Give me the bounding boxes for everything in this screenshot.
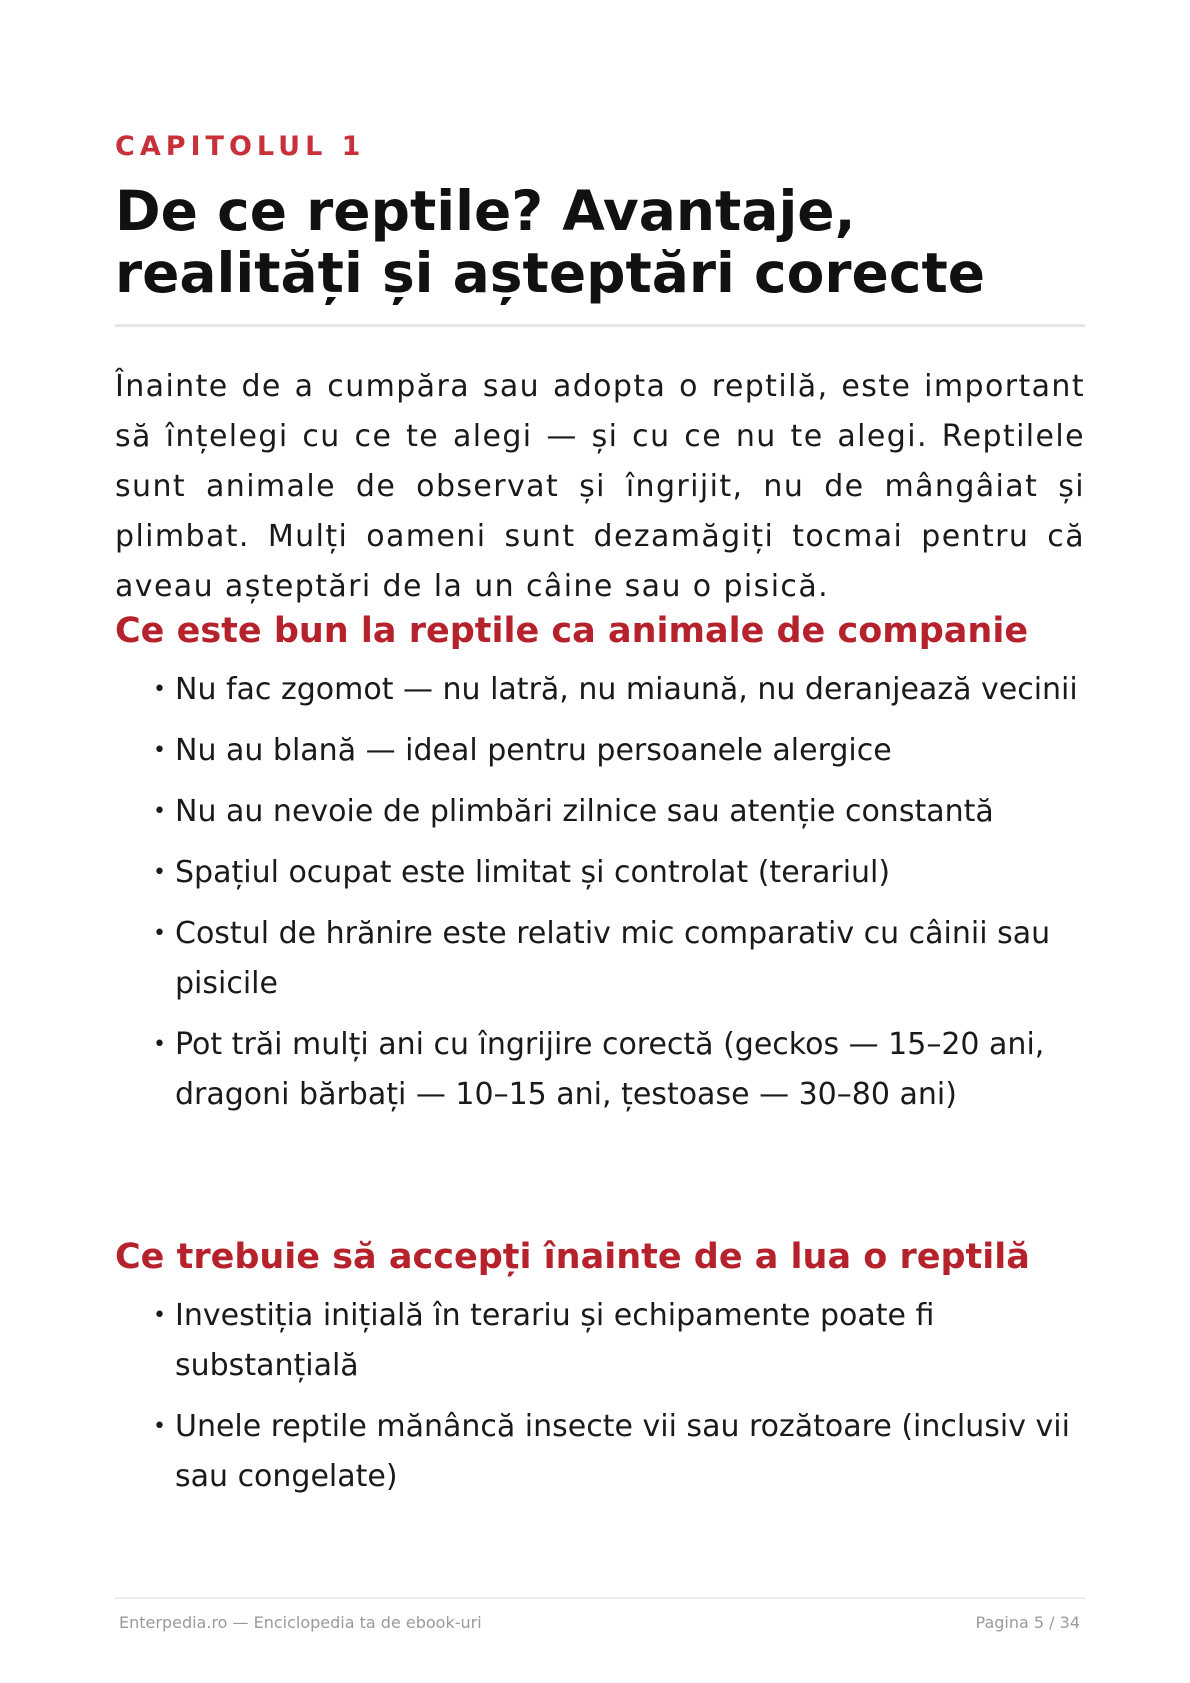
list-item-text: Nu au blană — ideal pentru persoanele alergice — [175, 733, 892, 768]
list-item — [115, 787, 1085, 837]
document-page — [115, 0, 1085, 1683]
bullet-icon: • — [153, 799, 166, 824]
page-title — [115, 180, 1085, 304]
acceptance-list — [115, 1291, 1085, 1513]
list-item-text: Nu fac zgomot — nu latră, nu miaună, nu deranjează vecinii — [175, 672, 1078, 707]
list-item-text: Investiția inițială în terariu și echipamente poate fi substanțială — [175, 1298, 935, 1383]
list-item-text: Pot trăi mulți ani cu îngrijire corectă (geckos — 15–20 ani, dragoni bărbați — 10–15 ani, țestoase — 30–80 ani) — [175, 1027, 1045, 1112]
bullet-icon: • — [153, 1032, 166, 1057]
benefits-list — [115, 665, 1085, 1131]
bullet-icon: • — [153, 1414, 166, 1439]
list-item — [115, 1402, 1085, 1502]
page-title-line-2: realități și așteptări corecte — [115, 241, 986, 305]
bullet-icon: • — [153, 860, 166, 885]
title-divider — [115, 324, 1085, 327]
list-item-text: Spațiul ocupat este limitat și controlat (terariul) — [175, 855, 891, 890]
intro-paragraph: Înainte de a cumpăra sau adopta o reptilă, este important să înțelegi cu ce te alegi — și cu ce nu te alegi. Reptilele sunt animale de observat și îngrijit, nu de mângâiat și plimbat. Mulți oameni sunt dezamăgiți tocmai pentru că aveau așteptări de la un câine sau o pisică. — [115, 369, 1085, 604]
section-heading-acceptance: Ce trebuie să accepți înainte de a lua o reptilă — [115, 1237, 1030, 1277]
list-item — [115, 1291, 1085, 1391]
list-item-text: Costul de hrănire este relativ mic comparativ cu câinii sau pisicile — [175, 916, 1051, 1001]
footer-page-number: Pagina 5 / 34 — [975, 1613, 1080, 1632]
list-item — [115, 1020, 1085, 1120]
section-heading-benefits: Ce este bun la reptile ca animale de companie — [115, 611, 1029, 651]
bullet-icon: • — [153, 677, 166, 702]
page-title-line-1: De ce reptile? Avantaje, — [115, 179, 856, 243]
list-item — [115, 848, 1085, 898]
list-item — [115, 909, 1085, 1009]
chapter-label: CAPITOLUL 1 — [115, 131, 366, 162]
list-item — [115, 665, 1085, 715]
list-item-text: Nu au nevoie de plimbări zilnice sau atenție constantă — [175, 794, 994, 829]
bullet-icon: • — [153, 1303, 166, 1328]
bullet-icon: • — [153, 738, 166, 763]
footer-divider — [115, 1597, 1085, 1599]
footer-site-name: Enterpedia.ro — Enciclopedia ta de ebook-uri — [119, 1613, 482, 1632]
list-item — [115, 726, 1085, 776]
bullet-icon: • — [153, 921, 166, 946]
list-item-text: Unele reptile mănâncă insecte vii sau rozătoare (inclusiv vii sau congelate) — [175, 1409, 1070, 1494]
